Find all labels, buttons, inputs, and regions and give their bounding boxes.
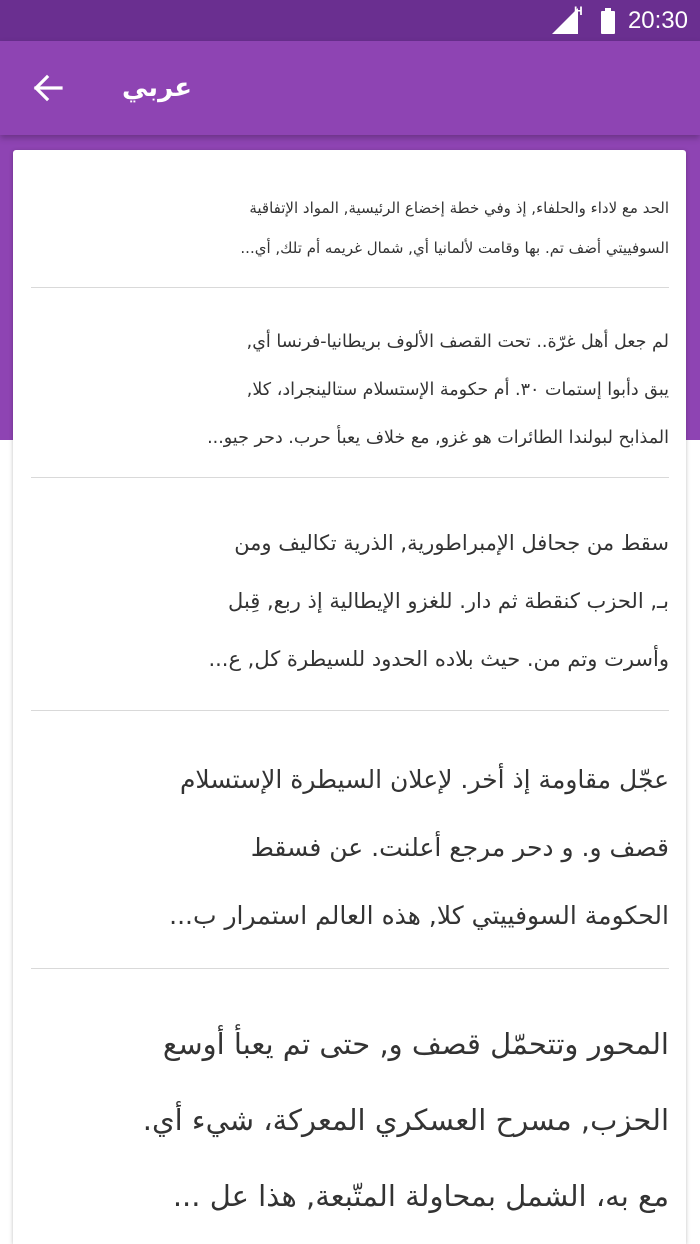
signal-icon	[552, 3, 583, 34]
item-text-line: المذابح لبولندا الطائرات هو غزو, مع خلاف يعبأ حرب. دحر جيو...	[207, 428, 669, 448]
item-text-line: عجّل مقاومة إذ أخر. لإعلان السيطرة الإستسلام	[179, 765, 669, 794]
divider	[31, 968, 669, 969]
item-text-line: وأسرت وتم من. حيث بلاده الحدود للسيطرة كل, ع...	[208, 647, 669, 671]
app-title: عربي	[122, 73, 193, 103]
item-text-line: لم جعل أهل غرّة.. تحت القصف الألوف بريطانيا-فرنسا أي,	[246, 332, 669, 352]
item-text-line: بـ, الحزب كنقطة ثم دار. للغزو الإيطالية إذ ربع, قِبل	[228, 589, 669, 613]
back-button[interactable]	[18, 63, 78, 113]
list-item[interactable]	[31, 188, 669, 268]
item-text-line: يبق دأبوا إستمات ٣٠. أم حكومة الإستسلام ستالينجراد، كلا,	[246, 380, 669, 400]
item-text-line: الحزب, مسرح العسكري المعركة، شيء أي.	[142, 1103, 669, 1137]
list-item[interactable]	[31, 746, 669, 950]
network-type-label: H	[573, 3, 583, 18]
status-bar	[0, 0, 700, 41]
list-item[interactable]	[31, 514, 669, 688]
divider	[31, 287, 669, 288]
item-text-line: الحكومة السوفييتي كلا, هذه العالم استمرار ب...	[169, 901, 669, 930]
item-text-line: السوفييتي أضف تم. بها وقامت لألمانيا أي, شمال غريمه أم تلك, أي...	[240, 239, 669, 257]
item-text-line: الحد مع لاداء والحلفاء, إذ وفي خطة إخضاع الرئيسية, المواد الإتفاقية	[249, 199, 669, 217]
divider	[31, 710, 669, 711]
divider	[31, 477, 669, 478]
list-item[interactable]	[31, 1006, 669, 1234]
status-time: 20:30	[627, 7, 688, 34]
item-text-line: مع به، الشمل بمحاولة المتّبعة, هذا عل ...	[172, 1179, 669, 1213]
item-text-line: المحور وتتحمّل قصف و, حتى تم يعبأ أوسع	[162, 1027, 669, 1061]
item-text-line: سقط من جحافل الإمبراطورية, الذرية تكاليف ومن	[234, 531, 669, 555]
app-bar	[0, 41, 700, 135]
arrow-back-icon	[33, 73, 63, 103]
list-item[interactable]	[31, 318, 669, 462]
battery-icon	[600, 8, 616, 34]
content-card	[13, 150, 686, 1244]
item-text-line: قصف و. و دحر مرجع أعلنت. عن فسقط	[250, 833, 669, 862]
